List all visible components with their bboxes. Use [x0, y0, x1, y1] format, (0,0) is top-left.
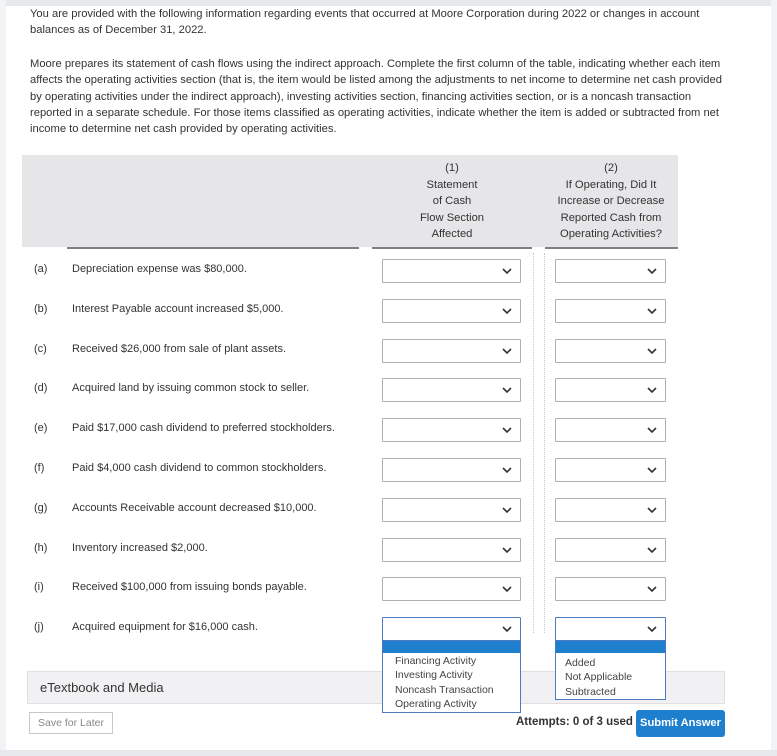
table-row	[0, 370, 777, 410]
effect-select[interactable]	[555, 458, 666, 482]
row-letter: (g)	[34, 501, 48, 514]
chevron-down-icon	[502, 386, 512, 394]
save-for-later-button[interactable]: Save for Later	[29, 712, 113, 734]
column-2-header-rule	[545, 247, 678, 249]
column-1-header-line: Affected	[431, 228, 473, 240]
effect-select[interactable]	[555, 339, 666, 363]
chevron-down-icon	[647, 625, 657, 633]
dropdown-option[interactable]: Investing Activity	[395, 669, 473, 681]
row-letter: (e)	[34, 422, 48, 435]
chevron-down-icon	[647, 426, 657, 434]
chevron-down-icon	[502, 466, 512, 474]
instructions-text: Moore prepares its statement of cash flows using the indirect approach. Complete the first column of the table, indicating whether each item affects the operating activities section (that is, the item would be listed among the adjustments to net income to determine net cash provided by operating activities under the indirect approach), investing activities section, financing activities section, or is a noncash transaction reported in a separate schedule. For those items classified as operating activities, indicate whether the item is added or subtracted from net income to determine net cash provided by operating activities.	[30, 58, 722, 136]
section-select[interactable]	[382, 339, 521, 363]
row-description: Received $100,000 from issuing bonds payable.	[72, 581, 307, 594]
section-select[interactable]	[382, 458, 521, 482]
table-row	[0, 450, 777, 490]
column-2-header	[548, 160, 674, 243]
intro-text: You are provided with the following information regarding events that occurred at Moore Corporation during 2022 or changes in account balances as of December 31, 2022.	[30, 8, 700, 37]
dropdown-option[interactable]: Operating Activity	[395, 698, 477, 710]
effect-select[interactable]	[555, 538, 666, 562]
chevron-down-icon	[647, 466, 657, 474]
chevron-down-icon	[647, 386, 657, 394]
section-select[interactable]	[382, 617, 521, 641]
row-letter: (f)	[34, 462, 45, 474]
column-1-header-line: of Cash	[432, 195, 472, 207]
row-description: Interest Payable account increased $5,000.	[72, 302, 284, 315]
column-2-header-line: Increase or Decrease	[557, 195, 665, 207]
chevron-down-icon	[647, 267, 657, 275]
section-select[interactable]	[382, 378, 521, 402]
attempts-counter: Attempts: 0 of 3 used	[516, 716, 633, 728]
chevron-down-icon	[502, 546, 512, 554]
effect-select[interactable]	[555, 378, 666, 402]
row-letter: (i)	[34, 581, 44, 594]
column-2-header-line: Operating Activities?	[560, 228, 662, 240]
table-row	[0, 530, 777, 570]
table-row	[0, 569, 777, 609]
description-header-rule	[67, 247, 359, 249]
effect-select[interactable]	[555, 617, 666, 641]
row-letter: (j)	[34, 621, 44, 634]
dropdown-highlight	[556, 641, 665, 653]
table-row	[0, 291, 777, 331]
table-row	[0, 410, 777, 450]
etextbook-link[interactable]: eTextbook and Media	[40, 680, 164, 695]
row-description: Acquired equipment for $16,000 cash.	[72, 621, 258, 634]
chevron-down-icon	[647, 585, 657, 593]
row-letter: (a)	[34, 263, 48, 275]
section-select[interactable]	[382, 418, 521, 442]
effect-select[interactable]	[555, 577, 666, 601]
dropdown-option[interactable]: Financing Activity	[395, 655, 477, 667]
effect-select[interactable]	[555, 259, 666, 283]
table-row	[0, 490, 777, 530]
dropdown-highlight	[383, 641, 520, 653]
column-2-header-line: If Operating, Did It	[565, 178, 657, 191]
section-select[interactable]	[382, 538, 521, 562]
chevron-down-icon	[502, 307, 512, 315]
row-description: Received $26,000 from sale of plant assets.	[72, 342, 287, 355]
column-1-header-line: Flow Section	[419, 211, 485, 224]
chevron-down-icon	[502, 347, 512, 355]
section-select[interactable]	[382, 259, 521, 283]
row-description: Depreciation expense was $80,000.	[72, 263, 247, 275]
chevron-down-icon	[502, 625, 512, 633]
chevron-down-icon	[502, 267, 512, 275]
column-2-header-line: Reported Cash from	[560, 211, 662, 224]
section-select[interactable]	[382, 577, 521, 601]
effect-select[interactable]	[555, 418, 666, 442]
dropdown-option[interactable]: Added	[565, 657, 596, 669]
effect-select[interactable]	[555, 299, 666, 323]
chevron-down-icon	[647, 546, 657, 554]
chevron-down-icon	[647, 307, 657, 315]
chevron-down-icon	[502, 426, 512, 434]
row-description: Paid $17,000 cash dividend to preferred stockholders.	[72, 422, 335, 435]
row-letter: (d)	[34, 382, 48, 395]
column-1-header-line: Statement	[426, 178, 478, 191]
section-select[interactable]	[382, 299, 521, 323]
dropdown-option[interactable]: Subtracted	[565, 686, 616, 698]
column-1-header-rule	[372, 247, 532, 249]
row-description: Acquired land by issuing common stock to seller.	[72, 382, 310, 395]
section-dropdown-menu[interactable]	[382, 640, 521, 713]
table-row	[0, 251, 777, 291]
dropdown-option[interactable]: Noncash Transaction	[395, 684, 494, 696]
effect-select[interactable]	[555, 498, 666, 522]
column-1-header-line: (1)	[445, 162, 459, 174]
row-letter: (b)	[34, 302, 48, 315]
chevron-down-icon	[502, 506, 512, 514]
row-description: Inventory increased $2,000.	[72, 541, 208, 554]
chevron-down-icon	[647, 506, 657, 514]
submit-answer-button[interactable]: Submit Answer	[636, 710, 725, 737]
chevron-down-icon	[647, 347, 657, 355]
column-2-header-line: (2)	[604, 162, 618, 174]
row-letter: (h)	[34, 541, 48, 554]
column-1-header	[400, 160, 504, 243]
chevron-down-icon	[502, 585, 512, 593]
row-description: Accounts Receivable account decreased $10,000.	[72, 501, 317, 514]
row-description: Paid $4,000 cash dividend to common stockholders.	[72, 462, 327, 474]
dropdown-option[interactable]: Not Applicable	[565, 671, 633, 683]
effect-dropdown-menu[interactable]	[555, 640, 666, 700]
table-row	[0, 331, 777, 371]
row-letter: (c)	[34, 342, 47, 355]
section-select[interactable]	[382, 498, 521, 522]
frame-bottom-border	[0, 750, 777, 756]
